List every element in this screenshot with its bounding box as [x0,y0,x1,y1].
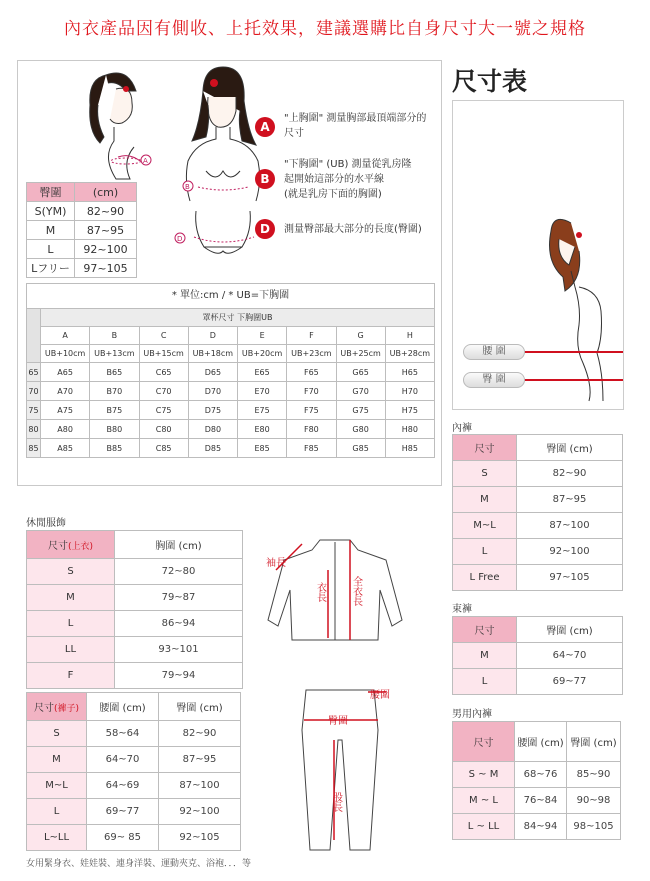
cell: B70 [90,382,139,401]
cell: A85 [41,439,90,458]
cell: 87~100 [517,513,623,539]
cell: 87~95 [517,487,623,513]
cell: 69~ 85 [87,825,159,851]
note-a-text: "上胸圍" 測量胸部最頂端部分的尺寸 [284,113,427,139]
cell: H85 [385,439,434,458]
note-under-bust [284,157,434,202]
cell: 92~100 [517,539,623,565]
table-row [453,643,623,669]
cell: M~L [453,513,517,539]
table-row [27,721,241,747]
cell: L [27,799,87,825]
table-row [453,461,623,487]
mens-title: 男用內褲 [452,709,492,720]
cell: G80 [336,420,385,439]
bra-size-panel [17,60,442,486]
cell: C85 [139,439,188,458]
cell: 97~105 [75,259,137,278]
size-chart-title: 尺寸表 [452,67,528,96]
panties-header-size: 尺寸 [453,435,517,461]
band-cell: 70 [27,382,41,401]
cell: C65 [139,363,188,382]
cell: M [27,585,115,611]
cell: S [27,721,87,747]
note-hip [284,222,434,237]
cell: H75 [385,401,434,420]
hip-label: 臀 圍 [463,372,525,388]
cup-header: D [188,327,237,345]
svg-text:B: B [185,183,190,191]
cell: L~LL [27,825,87,851]
cell: F65 [287,363,336,382]
band-cell: 80 [27,420,41,439]
garment-sketch [262,530,412,860]
bust-header-unit: (cm) [75,183,137,202]
ub-header: UB+10cm [41,345,90,363]
cell: 84~94 [515,814,567,840]
cell: L [27,240,75,259]
ub-header: UB+28cm [385,345,434,363]
cell: 69~77 [87,799,159,825]
cell: B65 [90,363,139,382]
cell: L [453,669,517,695]
cell: LL [27,637,115,663]
waist-label: 腰 圍 [463,344,525,360]
cell: E70 [238,382,287,401]
ub-header: UB+13cm [90,345,139,363]
cell: D80 [188,420,237,439]
cell: 98~105 [567,814,621,840]
cell: 79~94 [115,663,243,689]
table-row [27,747,241,773]
cell: M [27,747,87,773]
note-b-line1: "下胸圍" (UB) 測量從乳房隆 [284,159,412,170]
mens-header-waist: 腰圍 (cm) [515,722,567,762]
cell: A70 [41,382,90,401]
bust-header-label: 臀圍 [27,183,75,202]
cell: 82~90 [75,202,137,221]
pants-header-size [27,693,87,721]
table-row [453,513,623,539]
mens-table [452,721,621,840]
table-row [27,382,435,401]
sleeve-label: 袖長 [266,558,286,569]
table-row [453,814,621,840]
cell: 64~70 [87,747,159,773]
ub-header: UB+23cm [287,345,336,363]
ub-header: UB+20cm [238,345,287,363]
svg-text:D: D [177,235,183,243]
table-row [27,221,137,240]
table-row [27,637,243,663]
cell: D70 [188,382,237,401]
cell: H70 [385,382,434,401]
mens-header-hip: 臀圍 (cm) [567,722,621,762]
casual-pants-table [26,692,241,851]
cell: S(YM) [27,202,75,221]
table-row [453,565,623,591]
cell: 76~84 [515,788,567,814]
cup-header: G [336,327,385,345]
badge-a: A [255,117,275,137]
cell: 58~64 [87,721,159,747]
table-row [27,585,243,611]
band-cell: 65 [27,363,41,382]
top-header-size-label: 尺寸 [47,541,68,552]
table-row [453,669,623,695]
table-row [27,611,243,637]
cell: D65 [188,363,237,382]
banner-notice: 內衣產品因有側收、上托效果，建議選購比自身尺寸大一號之規格 [64,19,586,39]
cell: L ~ LL [453,814,515,840]
top-header-size [27,531,115,559]
cell: S [27,559,115,585]
cell: C75 [139,401,188,420]
table-row [27,663,243,689]
pants-header-waist: 腰圍 (cm) [87,693,159,721]
cup-header: B [90,327,139,345]
cell: A75 [41,401,90,420]
cup-header: A [41,327,90,345]
table-row [27,363,435,382]
ub-header: UB+18cm [188,345,237,363]
pants-header-hip: 臀圍 (cm) [159,693,241,721]
shorts-table [452,616,623,695]
svg-text:A: A [143,157,148,165]
cell: L Free [453,565,517,591]
cell: 82~90 [159,721,241,747]
cell: M ~ L [453,788,515,814]
cup-header: C [139,327,188,345]
table-row [27,401,435,420]
cell: M [453,643,517,669]
cell: 86~94 [115,611,243,637]
table-row [27,825,241,851]
cell: E80 [238,420,287,439]
note-upper-bust [284,111,434,141]
cell: E65 [238,363,287,382]
cell: C70 [139,382,188,401]
hip-waist-illustration [452,100,624,410]
cell: L [453,539,517,565]
table-row [27,799,241,825]
cell: 97~105 [517,565,623,591]
cell: 69~77 [517,669,623,695]
top-header-kind: (上衣) [67,542,94,552]
shorts-header-hip: 臀圍 (cm) [517,617,623,643]
cell: H80 [385,420,434,439]
cell: H65 [385,363,434,382]
cell: A65 [41,363,90,382]
cell: 92~100 [75,240,137,259]
cell: A80 [41,420,90,439]
cell: 92~105 [159,825,241,851]
pants-hip-label: 臀圍 [328,716,348,727]
top-header-bust: 胸圍 (cm) [115,531,243,559]
cell: S [453,461,517,487]
panties-header-hip: 臀圍 (cm) [517,435,623,461]
panties-table [452,434,623,591]
table-row [453,487,623,513]
bust-size-table [26,182,137,278]
cell: 87~95 [75,221,137,240]
shorts-title: 束褲 [452,604,472,615]
table-row [453,539,623,565]
note-b-line3: (就是乳房下面的胸圍) [284,189,382,200]
cell: Lフリー [27,259,75,278]
corner-cell [27,309,41,363]
cell: 85~90 [567,762,621,788]
cell: B80 [90,420,139,439]
cell: 64~70 [517,643,623,669]
table-row [27,559,243,585]
badge-b: B [255,169,275,189]
ub-header: UB+25cm [336,345,385,363]
table-row [27,773,241,799]
cell: 82~90 [517,461,623,487]
unit-note: * 單位:cm / * UB=下胸圍 [26,283,435,309]
table-row [27,240,137,259]
band-cell: 75 [27,401,41,420]
cell: G85 [336,439,385,458]
cell: F85 [287,439,336,458]
cell: D85 [188,439,237,458]
table-row [27,439,435,458]
full-length-label: 全衣長 [350,576,362,606]
cell: S ~ M [453,762,515,788]
cell: D75 [188,401,237,420]
cell: G70 [336,382,385,401]
cell: M [27,221,75,240]
cell: F70 [287,382,336,401]
table-row [453,788,621,814]
cup-header: E [238,327,287,345]
pants-waist-label: 腰圍 [370,690,390,701]
casual-title: 休閒服飾 [26,518,66,529]
cell: 93~101 [115,637,243,663]
casual-top-table [26,530,243,689]
cell: 87~100 [159,773,241,799]
cup-header: H [385,327,434,345]
inseam-label: 股長 [330,792,342,812]
cell: 72~80 [115,559,243,585]
cell: B75 [90,401,139,420]
cell: M~L [27,773,87,799]
shorts-header-size: 尺寸 [453,617,517,643]
pants-header-size-label: 尺寸 [33,703,54,714]
cup-table-caption: 罩杯尺寸 下胸圍UB [41,309,435,327]
cell: G75 [336,401,385,420]
cup-header: F [287,327,336,345]
pants-header-kind: (褲子) [53,704,80,714]
cell: 79~87 [115,585,243,611]
note-b-line2: 起開始這部分的水平線 [284,174,384,185]
length-label: 衣長 [314,582,326,602]
cell: F80 [287,420,336,439]
cell: 92~100 [159,799,241,825]
cell: F75 [287,401,336,420]
cell: 68~76 [515,762,567,788]
table-row [27,420,435,439]
ub-header: UB+15cm [139,345,188,363]
cell: F [27,663,115,689]
profile-figure [453,101,623,409]
band-cell: 85 [27,439,41,458]
cell: G65 [336,363,385,382]
footer-note: 女用緊身衣、娃娃裝、連身洋裝、運動夾克、浴袍．．．等 [26,859,252,869]
cell: L [27,611,115,637]
table-row [27,202,137,221]
cell: 64~69 [87,773,159,799]
cell: 87~95 [159,747,241,773]
panties-title: 內褲 [452,423,472,434]
cup-size-table [26,308,435,458]
table-row [27,259,137,278]
cell: E75 [238,401,287,420]
cell: C80 [139,420,188,439]
cell: 90~98 [567,788,621,814]
note-d-text: 測量臀部最大部分的長度(臀圍) [284,224,422,235]
cell: E85 [238,439,287,458]
badge-d: D [255,219,275,239]
table-row [453,762,621,788]
cell: B85 [90,439,139,458]
mens-header-size: 尺寸 [453,722,515,762]
cell: M [453,487,517,513]
